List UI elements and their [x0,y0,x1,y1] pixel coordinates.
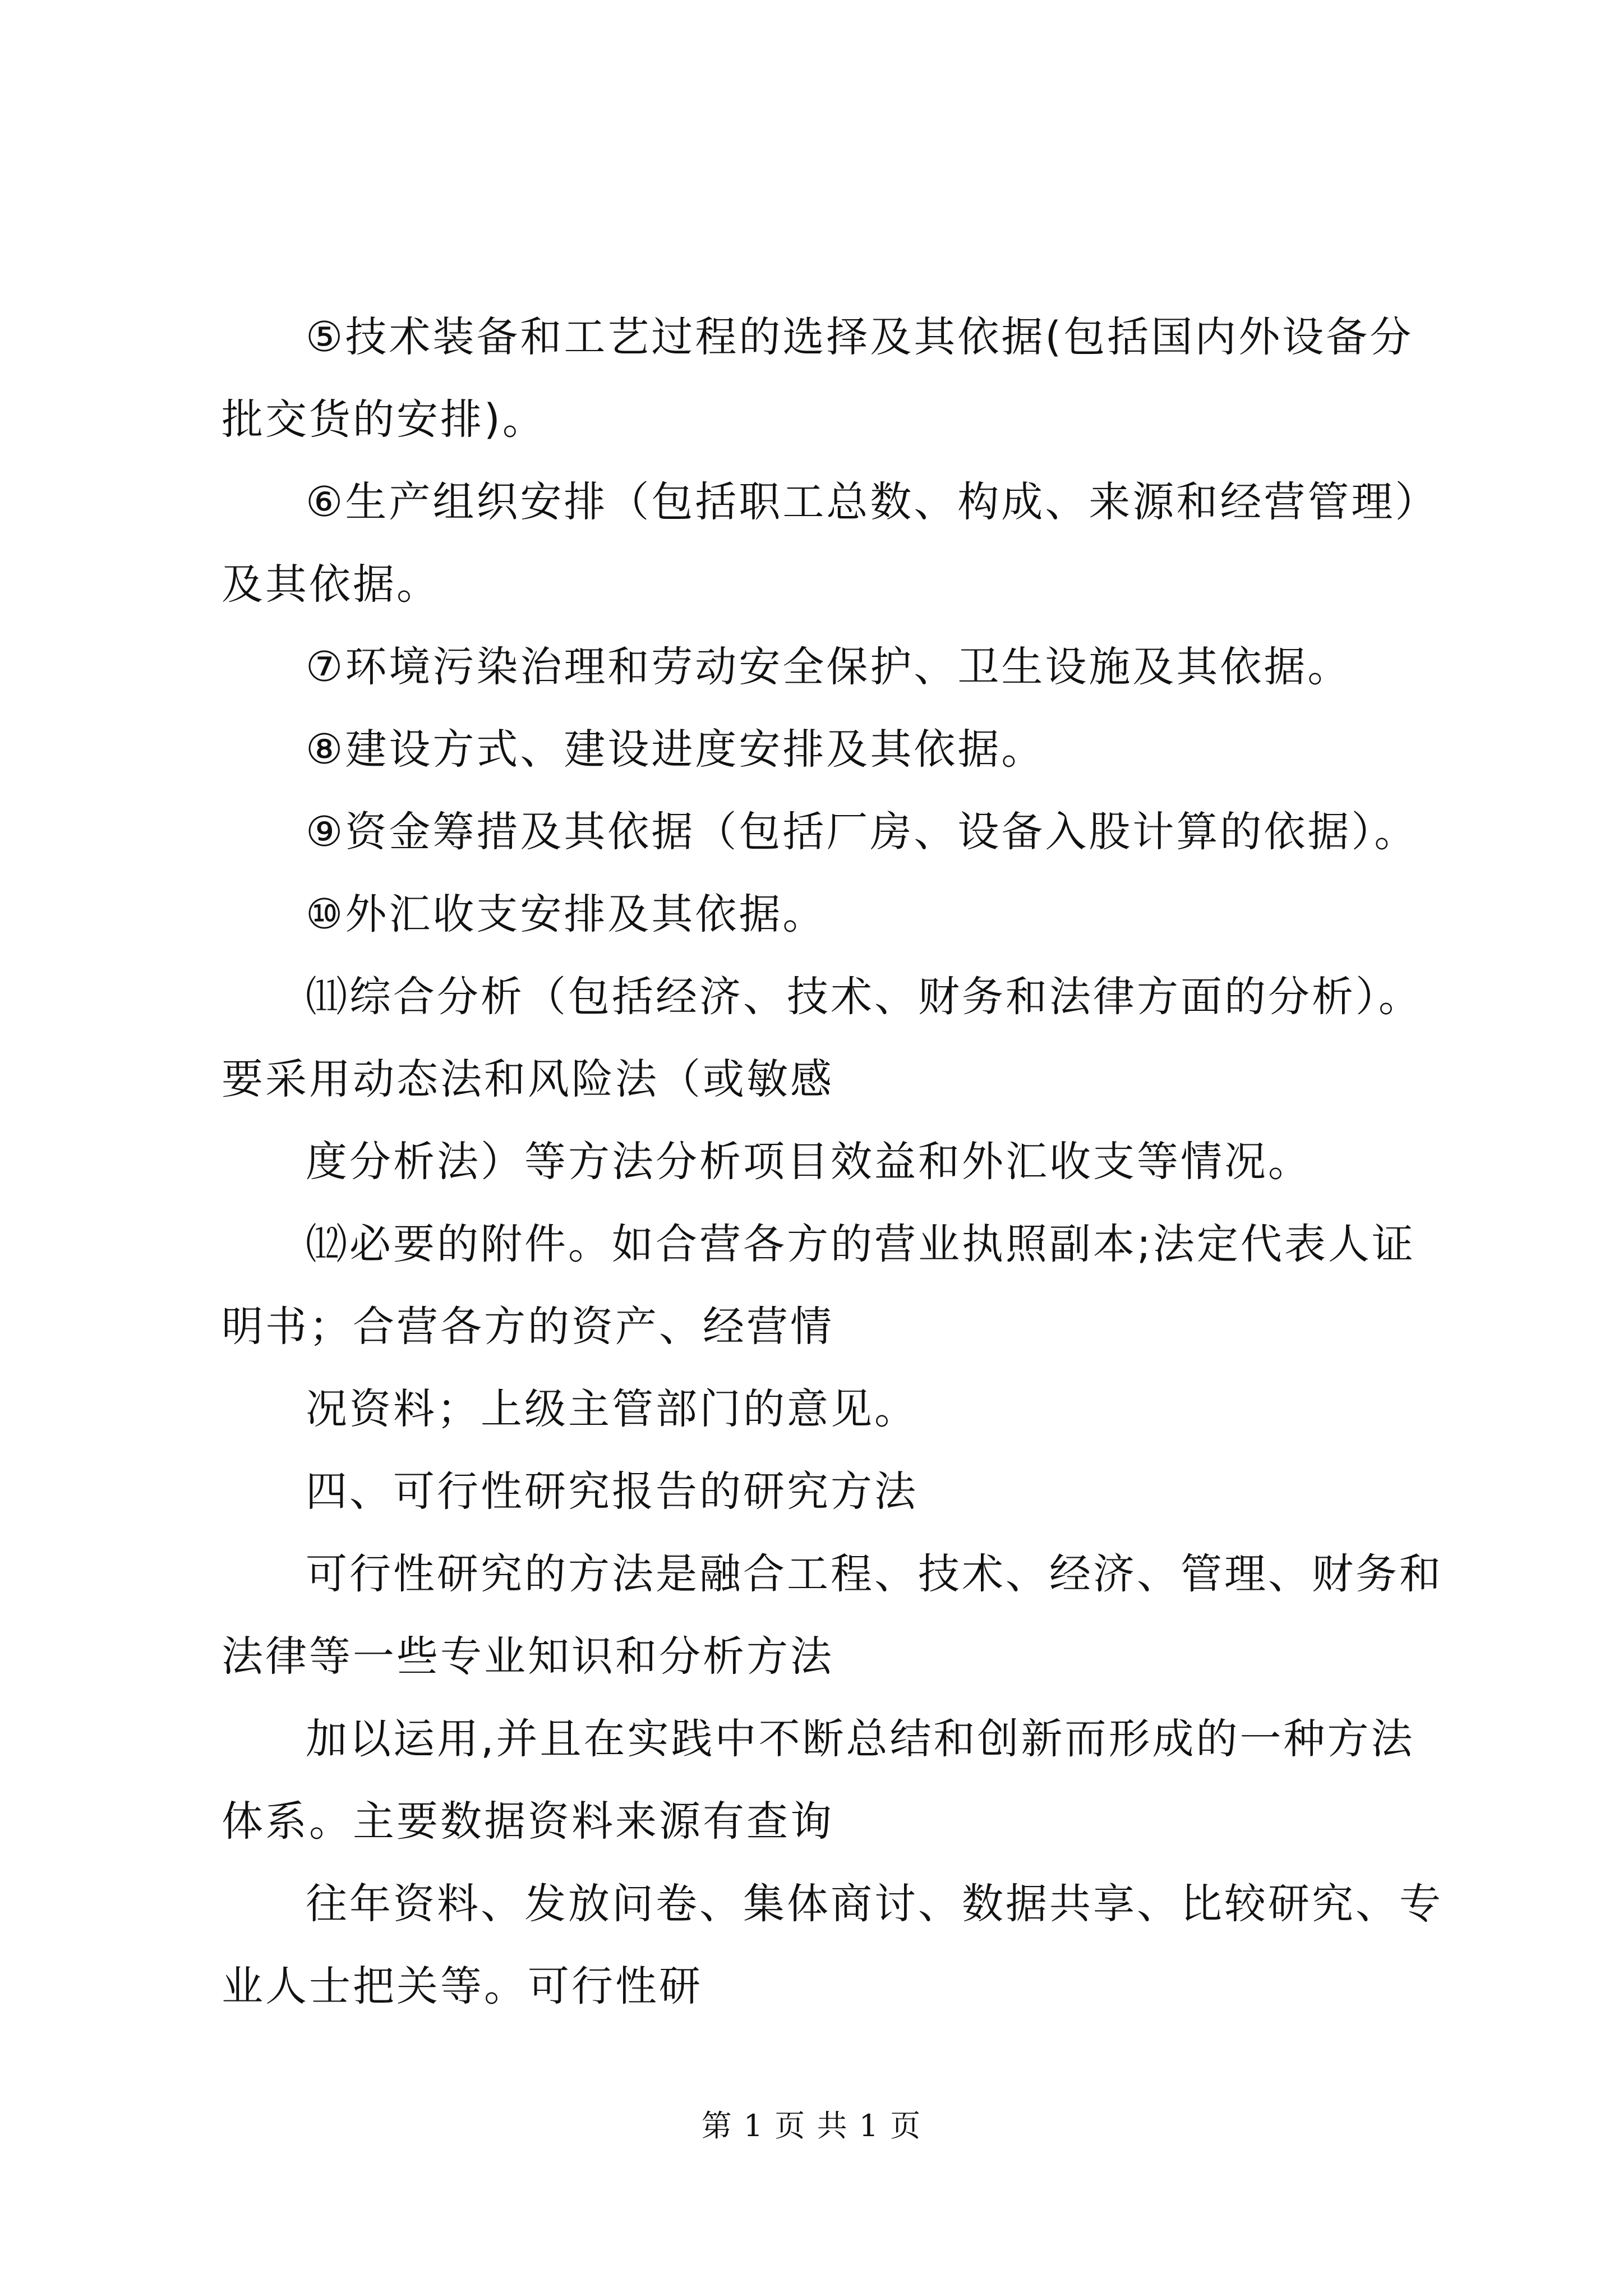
text-line: ⑩外汇收支安排及其依据。 [306,890,827,938]
text-line: 业人士把关等。可行性研 [222,1962,703,2010]
text-line: 加以运用,并且在实践中不断总结和创新而形成的一种方法 [306,1715,1415,1763]
text-line: 往年资料、发放问卷、集体商讨、数据共享、比较研究、专 [306,1880,1443,1928]
section-heading: 四、可行性研究报告的研究方法 [306,1467,918,1516]
text-line: 明书；合营各方的资产、经营情 [222,1303,834,1351]
text-line: 况资料；上级主管部门的意见。 [306,1385,918,1433]
text-line: 及其依据。 [222,560,440,609]
document-body [222,296,1443,2028]
text-line: ⑨资金筹措及其依据（包括厂房、设备入股计算的依据）。 [306,808,1418,856]
text-line: 可行性研究的方法是融合工程、技术、经济、管理、财务和 [306,1550,1443,1598]
text-line: 批交货的安排)。 [222,395,546,444]
text-line: ⑧建设方式、建设进度安排及其依据。 [306,725,1045,774]
text-line: 度分析法）等方法分析项目效益和外汇收支等情况。 [306,1138,1312,1186]
text-line: ⑤技术装备和工艺过程的选择及其依据(包括国内外设备分 [306,313,1414,361]
text-line: ⑿必要的附件。如合营各方的营业执照副本;法定代表人证 [306,1220,1415,1268]
page-number-footer: 第 1 页 共 1 页 [701,2108,922,2143]
text-line: 法律等一些专业知识和分析方法 [222,1632,834,1681]
text-line: ⑥生产组织安排（包括职工总数、构成、来源和经营管理） [306,478,1439,526]
text-line: ⑦环境污染治理和劳动安全保护、卫生设施及其依据。 [306,643,1352,691]
text-line: 要采用动态法和风险法（或敏感 [222,1055,834,1103]
text-line: 体系。主要数据资料来源有查询 [222,1797,834,1846]
text-line: ⑾综合分析（包括经济、技术、财务和法律方面的分析）。 [306,973,1422,1021]
